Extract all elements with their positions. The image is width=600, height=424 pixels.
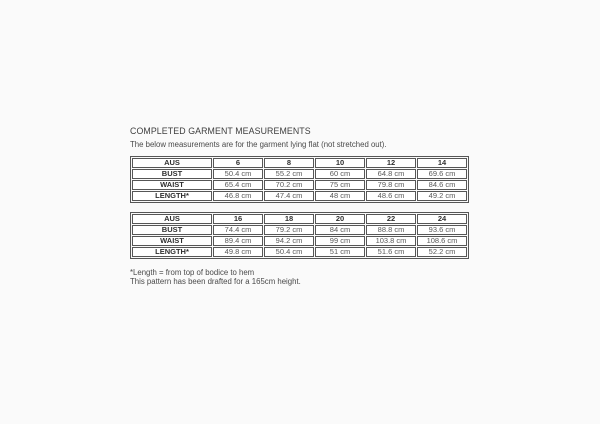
measurement-cell: 52.2 cm [417,247,467,257]
size-header-cell: 20 [315,214,365,224]
table-header-row [132,158,467,168]
measurement-cell: 65.4 cm [213,180,263,190]
measurement-cell: 49.8 cm [213,247,263,257]
aus-header-cell: AUS [132,158,212,168]
row-label-cell: WAIST [132,180,212,190]
measurement-cell: 50.4 cm [264,247,314,257]
measurement-cell: 46.8 cm [213,191,263,201]
height-footnote: This pattern has been drafted for a 165cm height. [130,277,301,286]
measurement-cell: 99 cm [315,236,365,246]
measurement-cell: 60 cm [315,169,365,179]
measurement-cell: 69.6 cm [417,169,467,179]
size-header-cell: 24 [417,214,467,224]
size-header-cell: 22 [366,214,416,224]
row-label-cell: BUST [132,225,212,235]
table-row [132,169,467,179]
measurement-cell: 55.2 cm [264,169,314,179]
measurement-cell: 79.8 cm [366,180,416,190]
measurement-cell: 51 cm [315,247,365,257]
measurement-chart [130,126,475,286]
length-footnote: *Length = from top of bodice to hem [130,268,255,277]
row-label-cell: LENGTH* [132,247,212,257]
table-row [132,225,467,235]
table-header-row [132,214,467,224]
size-header-cell: 16 [213,214,263,224]
size-header-cell: 18 [264,214,314,224]
aus-header-cell: AUS [132,214,212,224]
size-header-cell: 12 [366,158,416,168]
table-row [132,236,467,246]
measurement-cell: 94.2 cm [264,236,314,246]
size-header-cell: 10 [315,158,365,168]
measurement-cell: 89.4 cm [213,236,263,246]
measurement-cell: 84 cm [315,225,365,235]
page-title: COMPLETED GARMENT MEASUREMENTS [130,126,311,136]
measurement-cell: 79.2 cm [264,225,314,235]
measurement-cell: 103.8 cm [366,236,416,246]
measurement-cell: 84.6 cm [417,180,467,190]
measurement-cell: 47.4 cm [264,191,314,201]
size-table-6-14 [130,156,469,203]
measurement-cell: 74.4 cm [213,225,263,235]
measurement-cell: 64.8 cm [366,169,416,179]
measurement-cell: 51.6 cm [366,247,416,257]
page-subtitle: The below measurements are for the garment lying flat (not stretched out). [130,140,387,149]
measurement-cell: 70.2 cm [264,180,314,190]
table-row [132,247,467,257]
measurement-cell: 108.6 cm [417,236,467,246]
measurement-cell: 50.4 cm [213,169,263,179]
measurement-cell: 93.6 cm [417,225,467,235]
measurement-cell: 48.6 cm [366,191,416,201]
row-label-cell: LENGTH* [132,191,212,201]
size-header-cell: 8 [264,158,314,168]
table-row [132,180,467,190]
size-header-cell: 6 [213,158,263,168]
size-header-cell: 14 [417,158,467,168]
measurement-cell: 49.2 cm [417,191,467,201]
measurement-cell: 88.8 cm [366,225,416,235]
measurement-cell: 48 cm [315,191,365,201]
size-table-16-24 [130,212,469,259]
row-label-cell: WAIST [132,236,212,246]
row-label-cell: BUST [132,169,212,179]
measurement-cell: 75 cm [315,180,365,190]
table-row [132,191,467,201]
